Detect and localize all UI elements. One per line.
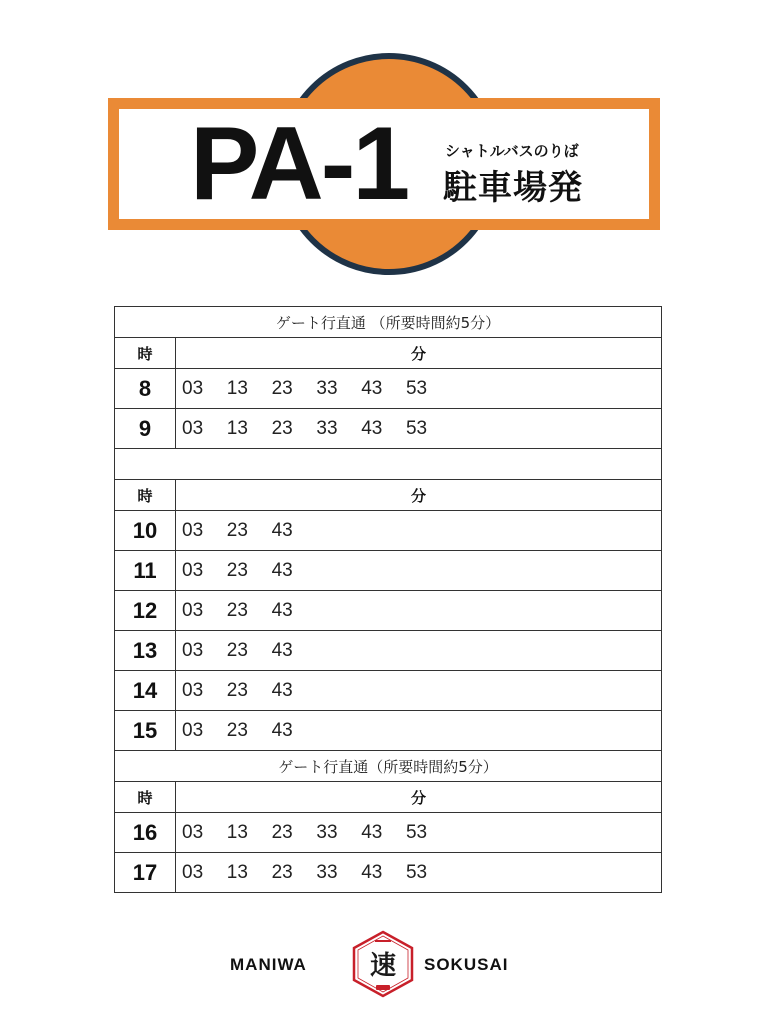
hour-column-header: 時 xyxy=(115,782,176,813)
timetable-row xyxy=(115,369,662,409)
departure-minute: 13 xyxy=(226,417,248,439)
minutes-list xyxy=(182,600,661,622)
minutes-cell xyxy=(176,671,662,711)
timetable-row xyxy=(115,511,662,551)
minutes-list xyxy=(182,520,661,542)
section-title: ゲート行直通（所要時間約5分） xyxy=(115,751,662,782)
hour-cell: 9 xyxy=(115,409,176,449)
minutes-cell xyxy=(176,711,662,751)
minutes-cell xyxy=(176,813,662,853)
departure-minute: 33 xyxy=(316,861,338,883)
timetable-row xyxy=(115,551,662,591)
hour-column-header: 時 xyxy=(115,480,176,511)
departure-minute: 03 xyxy=(182,719,204,741)
minutes-cell xyxy=(176,511,662,551)
departure-minute: 53 xyxy=(405,377,428,399)
stop-subtitle: シャトルバスのりば xyxy=(445,142,579,160)
departure-minute: 03 xyxy=(182,821,204,843)
header-row xyxy=(115,338,662,369)
departure-minute: 33 xyxy=(316,821,338,843)
minutes-list xyxy=(182,680,661,702)
departure-minute: 53 xyxy=(405,861,428,883)
timetable-row xyxy=(115,409,662,449)
departure-minute: 03 xyxy=(182,377,204,399)
departure-minute: 43 xyxy=(271,719,293,741)
departure-minute: 43 xyxy=(271,519,293,541)
hour-cell: 17 xyxy=(115,853,176,893)
departure-minute: 13 xyxy=(226,821,248,843)
departure-minute: 43 xyxy=(271,639,293,661)
brand-name-left: MANIWA xyxy=(230,955,307,974)
departure-minute: 33 xyxy=(316,417,338,439)
departure-minute: 23 xyxy=(226,559,248,581)
departure-minute: 13 xyxy=(226,377,248,399)
departure-minute: 23 xyxy=(226,679,248,701)
timetable-row xyxy=(115,591,662,631)
hour-cell: 10 xyxy=(115,511,176,551)
departure-minute: 23 xyxy=(271,377,293,399)
hour-cell: 16 xyxy=(115,813,176,853)
hour-cell: 14 xyxy=(115,671,176,711)
hour-cell: 11 xyxy=(115,551,176,591)
section-spacer-row xyxy=(115,449,662,480)
section-title: ゲート行直通 （所要時間約5分） xyxy=(115,307,662,338)
departure-minute: 43 xyxy=(361,417,383,439)
section-title-row xyxy=(115,307,662,338)
minute-column-header: 分 xyxy=(176,338,662,369)
stop-code: PA-1 xyxy=(190,106,408,222)
hexagon-seal-logo-icon xyxy=(350,930,416,998)
section-title-row xyxy=(115,751,662,782)
timetable-row xyxy=(115,813,662,853)
minutes-cell xyxy=(176,369,662,409)
timetable-row xyxy=(115,853,662,893)
header-sign xyxy=(0,0,767,290)
minutes-cell xyxy=(176,409,662,449)
hour-cell: 12 xyxy=(115,591,176,631)
header-row xyxy=(115,480,662,511)
hour-column-header: 時 xyxy=(115,338,176,369)
stop-title: 駐車場発 xyxy=(443,168,583,208)
departure-minute: 43 xyxy=(271,679,293,701)
timetable-row xyxy=(115,711,662,751)
minutes-list xyxy=(182,378,661,400)
timetable xyxy=(114,306,662,893)
departure-minute: 03 xyxy=(182,639,204,661)
departure-minute: 03 xyxy=(182,599,204,621)
departure-minute: 23 xyxy=(226,519,248,541)
departure-minute: 23 xyxy=(226,639,248,661)
minutes-list xyxy=(182,560,661,582)
departure-minute: 03 xyxy=(182,417,204,439)
departure-minute: 23 xyxy=(226,599,248,621)
departure-minute: 23 xyxy=(271,821,293,843)
departure-minute: 43 xyxy=(271,599,293,621)
brand-name-right: SOKUSAI xyxy=(424,955,509,974)
departure-minute: 03 xyxy=(182,559,204,581)
minute-column-header: 分 xyxy=(176,480,662,511)
departure-minute: 23 xyxy=(271,417,293,439)
departure-minute: 03 xyxy=(182,519,204,541)
departure-minute: 23 xyxy=(226,719,248,741)
section-spacer xyxy=(115,449,662,480)
departure-minute: 03 xyxy=(182,861,204,883)
minutes-list xyxy=(182,720,661,742)
minutes-list xyxy=(182,862,661,884)
departure-minute: 53 xyxy=(405,821,428,843)
departure-minute: 43 xyxy=(361,821,383,843)
minutes-list xyxy=(182,418,661,440)
minutes-cell xyxy=(176,551,662,591)
hour-cell: 8 xyxy=(115,369,176,409)
timetable-row xyxy=(115,631,662,671)
departure-minute: 53 xyxy=(405,417,428,439)
departure-minute: 13 xyxy=(226,861,248,883)
seal-glyph: 速 xyxy=(369,951,397,981)
departure-minute: 43 xyxy=(361,861,383,883)
footer-logo xyxy=(0,925,767,1005)
minutes-list xyxy=(182,822,661,844)
minutes-cell xyxy=(176,591,662,631)
minute-column-header: 分 xyxy=(176,782,662,813)
departure-minute: 43 xyxy=(271,559,293,581)
header-row xyxy=(115,782,662,813)
departure-minute: 43 xyxy=(361,377,383,399)
hour-cell: 15 xyxy=(115,711,176,751)
departure-minute: 23 xyxy=(271,861,293,883)
minutes-cell xyxy=(176,853,662,893)
minutes-list xyxy=(182,640,661,662)
departure-minute: 33 xyxy=(316,377,338,399)
hour-cell: 13 xyxy=(115,631,176,671)
minutes-cell xyxy=(176,631,662,671)
timetable-row xyxy=(115,671,662,711)
departure-minute: 03 xyxy=(182,679,204,701)
